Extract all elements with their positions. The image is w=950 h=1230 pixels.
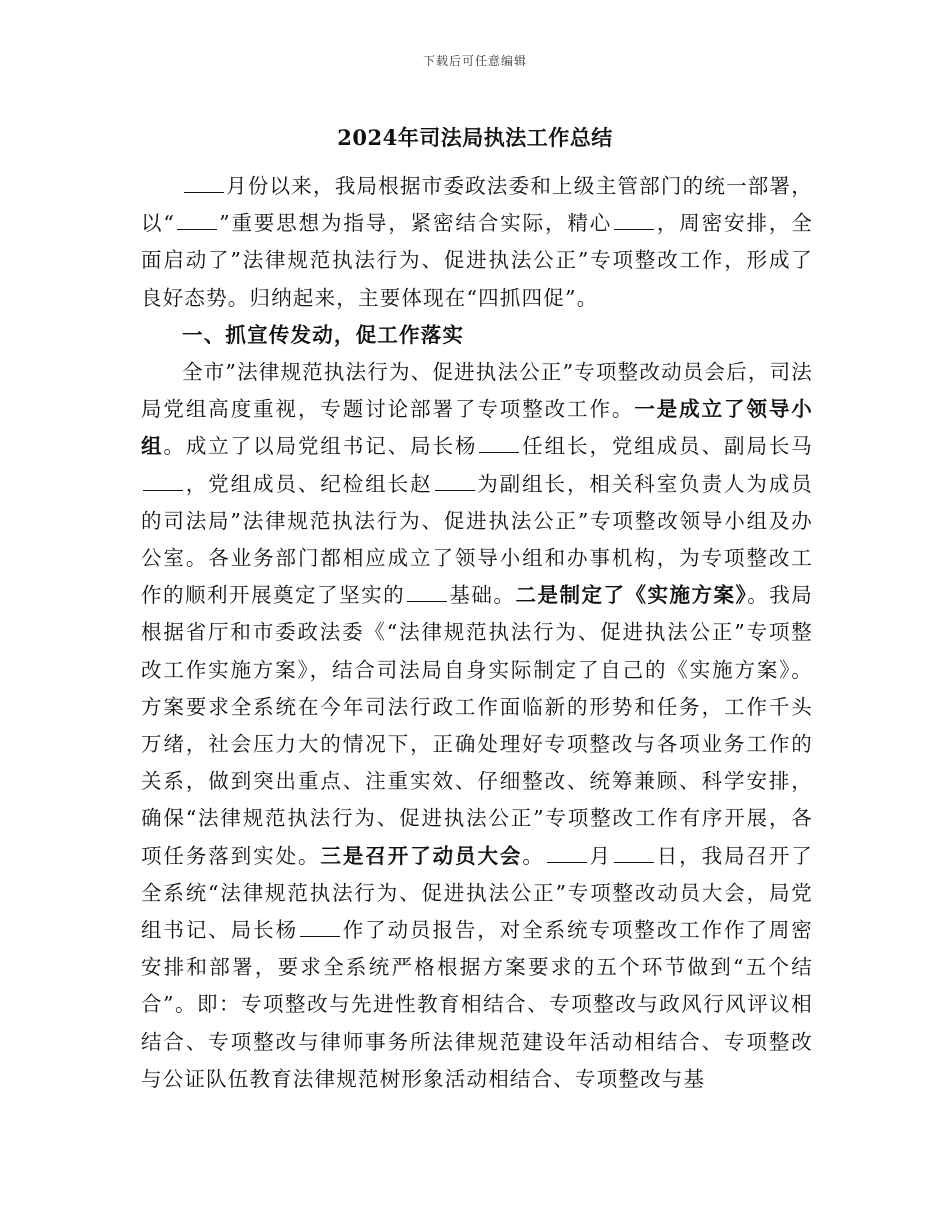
section-text: 。成立了以局党组书记、局长杨	[163, 434, 478, 459]
section-text: 。我局根据省厅和市委政法委《“法律规范执法行为、促进执法公正”专项整改工作实施方案》，结合司法局自身实际制定了自己的《实施方案》。方案要求全系统在今年司法行政工作面临新的形势和任务，工作千头万绪，社会压力大的情况下，正确处理好专项整改与各项业务工作的关系，做到突出重点、注重实效、仔细整改、统筹兼顾、科学安排，确保“法律规范执法行为、促进执法公正”专项整改工作有序开展，各项任务落到实处。	[141, 583, 813, 868]
intro-text-3: ，周密安排，全面启动了”法律规范执法行为、促进执法公正”专项整改工作，形成了良好态势。归纳起来，主要体现在“四抓四促”。	[141, 211, 813, 310]
fill-in-blank	[479, 434, 519, 453]
fill-in-blank	[407, 583, 447, 602]
section-text: 月	[588, 843, 612, 868]
fill-in-blank	[614, 211, 654, 230]
section-text: 全市”法律规范执法行为、促进执法公正”专项整改动员会后，司法局党组高度重视，专题讨论部署了专项整改工作。	[141, 360, 813, 422]
fill-in-blank	[547, 844, 587, 863]
section-text: 为副组长，相关科室负责人为成员的司法局”法律规范执法行为、促进执法公正”专项整改领导小组及办公室。各业务部门都相应成立了领导小组和办事机构，为专项整改工作的顺利开展奠定了坚实的	[141, 471, 813, 608]
fill-in-blank	[177, 211, 217, 230]
section-text: 日，我局召开了全系统“法律规范执法行为、促进执法公正”专项整改动员大会，局党组书记、局长杨	[141, 843, 813, 943]
section-text: 任组长，党组成员、副局长马	[521, 434, 813, 459]
section-text: 。	[522, 843, 545, 868]
intro-paragraph	[141, 168, 813, 317]
intro-text-1: 月份以来，我局根据市委政法委和上级主管部门的统一部署，以“	[141, 174, 813, 236]
fill-in-blank	[614, 844, 654, 863]
header-note: 下载后可任意编辑	[422, 54, 527, 68]
document-title: 2024年司法局执法工作总结	[337, 125, 613, 150]
section-heading: 一、抓宣传发动，促工作落实	[182, 322, 465, 347]
fill-in-blank	[143, 472, 183, 491]
section-text: 作了动员报告，对全系统专项整改工作作了周密安排和部署，要求全系统严格根据方案要求的五个环节做到“五个结合”。即：专项整改与先进性教育相结合、专项整改与政风行风评议相结合、专项整改与律师事务所法律规范建设年活动相结合、专项整改与公证队伍教育法律规范树形象活动相结合、专项整改与基	[141, 918, 813, 1091]
section-text: ，党组成员、纪检组长赵	[185, 471, 433, 496]
intro-text-2: ”重要思想为指导，紧密结合实际，精心	[219, 211, 613, 236]
section-text: 基础。	[449, 583, 516, 608]
bold-point-3: 三是召开了动员大会	[320, 843, 523, 868]
fill-in-blank	[184, 174, 224, 193]
fill-in-blank	[435, 472, 475, 491]
bold-point-2: 二是制定了《实施方案》	[515, 583, 748, 608]
fill-in-blank	[300, 918, 340, 937]
bold-point-1: 一是成立了领导小组	[141, 397, 813, 459]
document-body	[141, 168, 813, 1098]
section-paragraph	[141, 354, 813, 1098]
